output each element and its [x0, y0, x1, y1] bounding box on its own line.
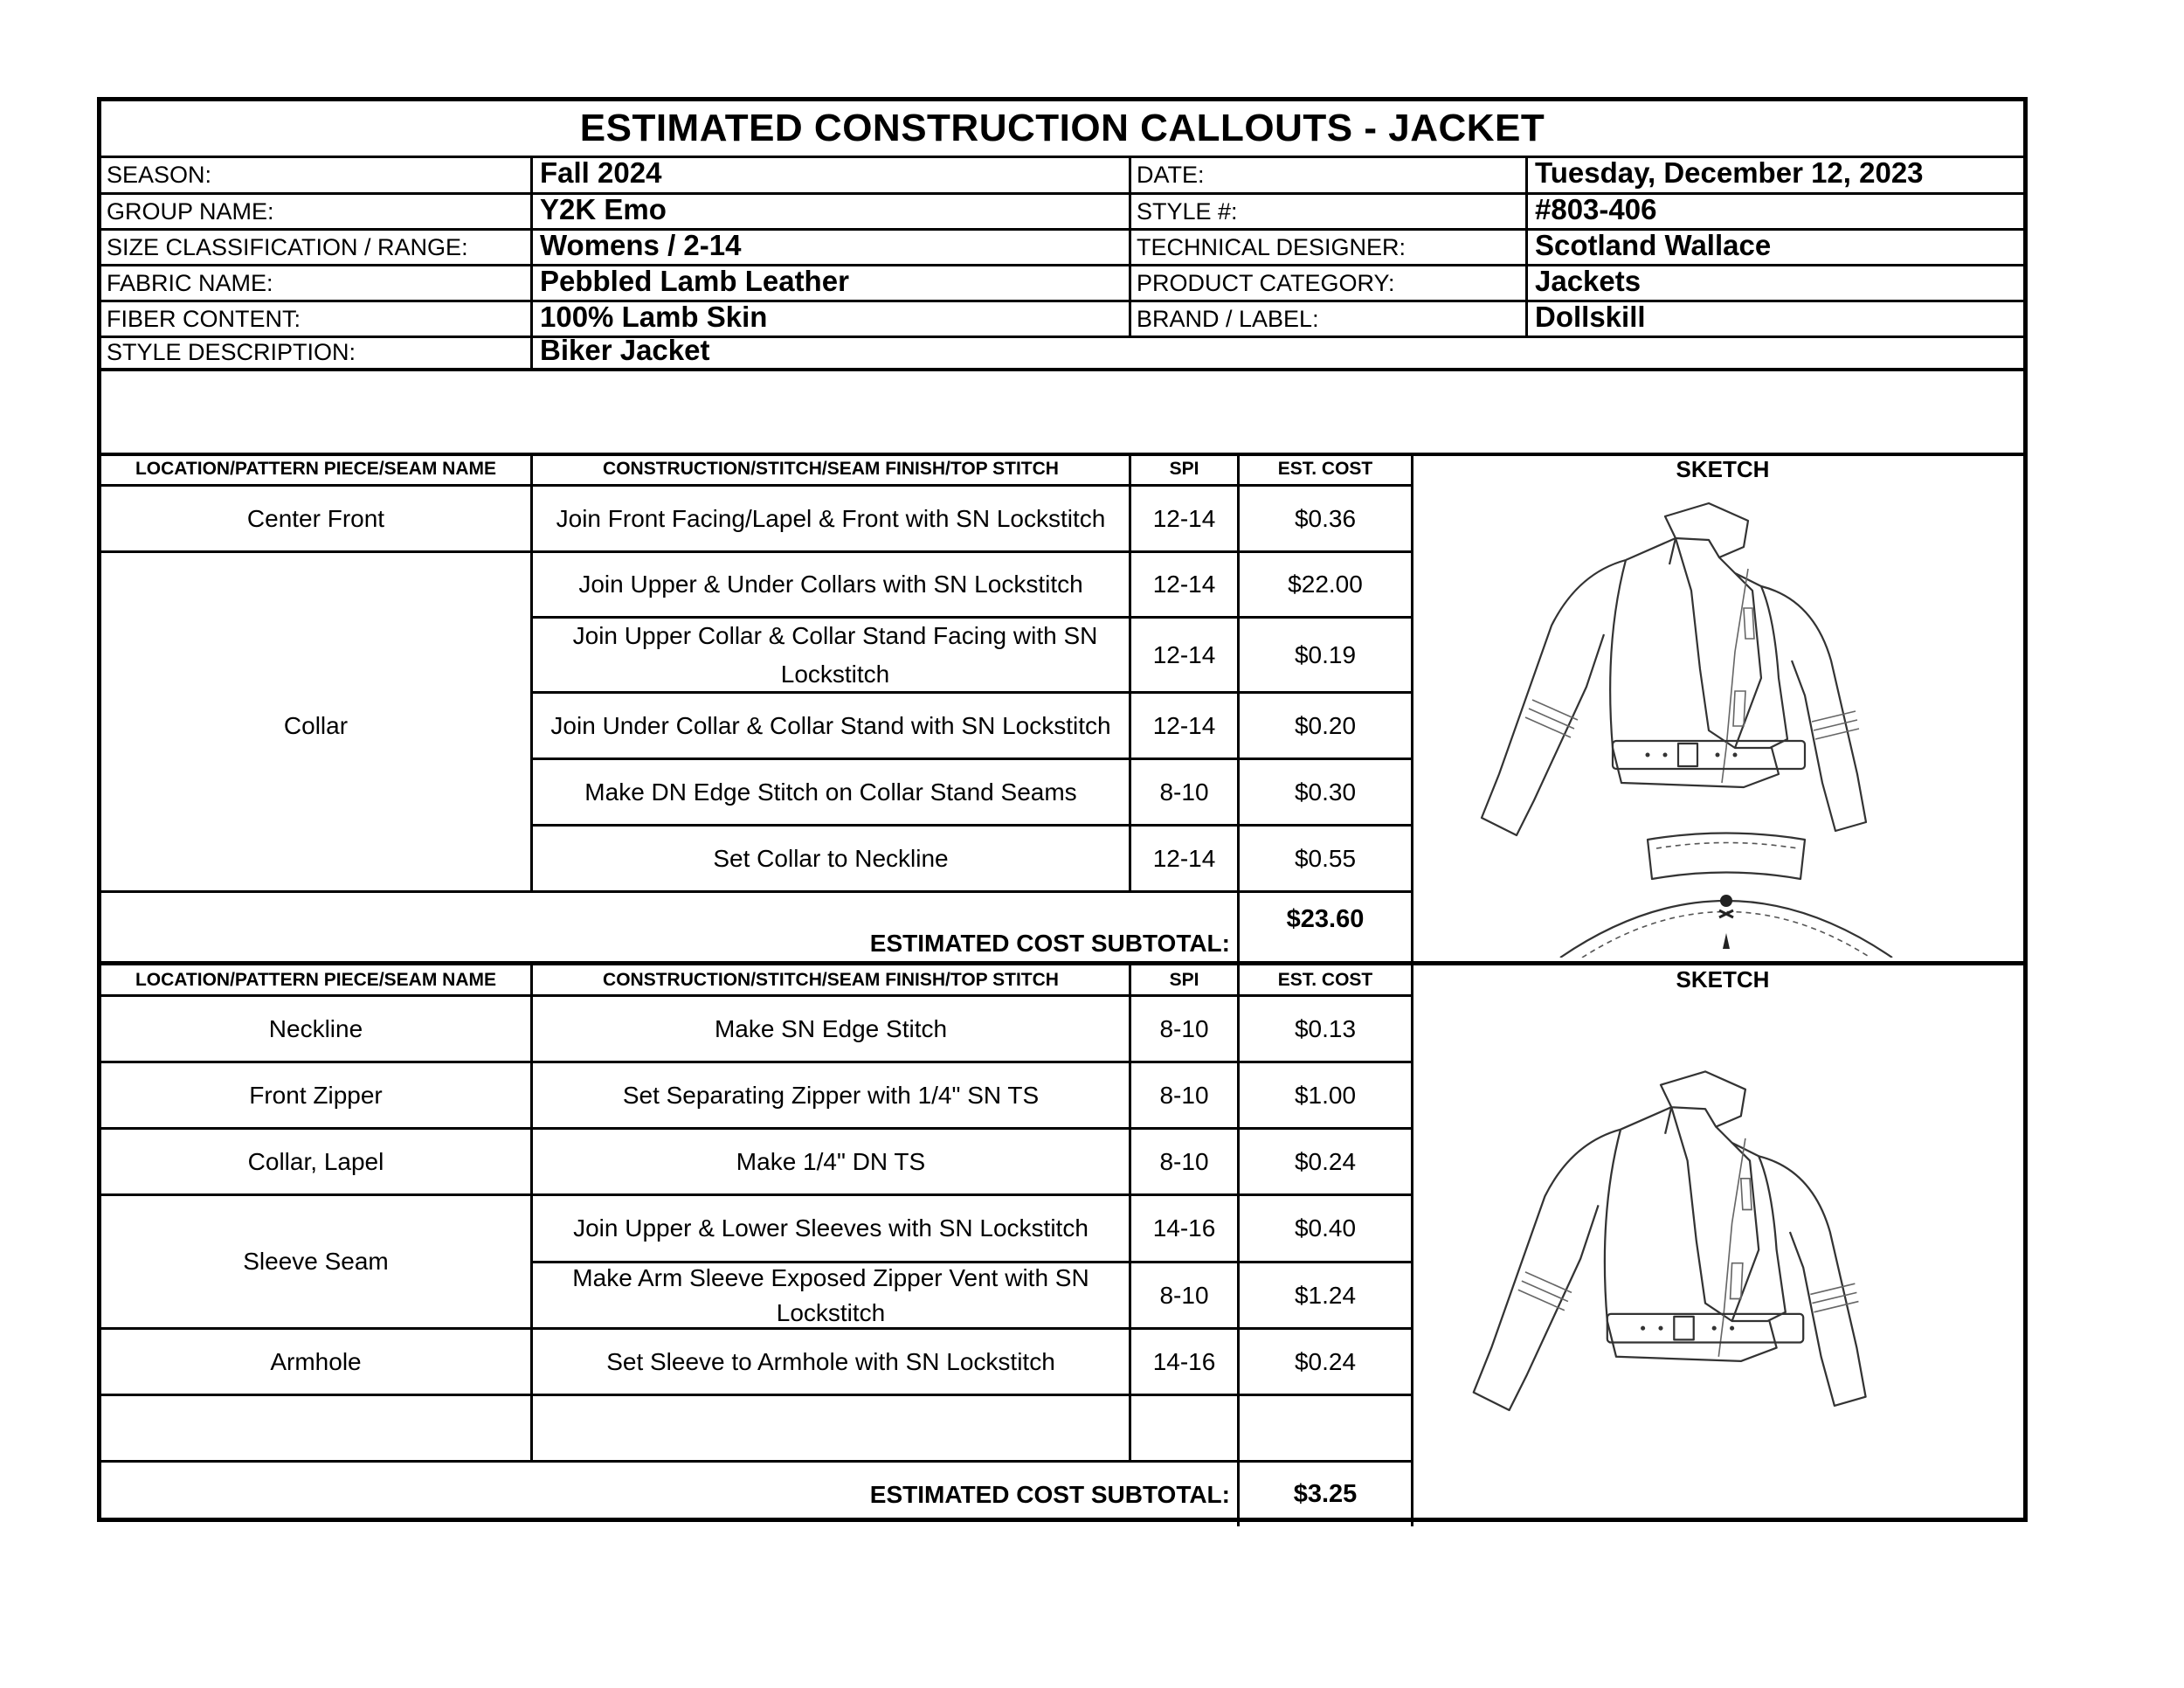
sketch-header: SKETCH	[1676, 455, 1770, 482]
table-row-cost: $0.24	[1294, 1347, 1357, 1375]
designer-label: TECHNICAL DESIGNER:	[1137, 233, 1406, 260]
subtotal-value: $3.25	[1293, 1480, 1358, 1508]
designer-value: Scotland Wallace	[1535, 229, 1772, 261]
table-row-cost: $0.13	[1294, 1014, 1357, 1042]
table-row-spi: 8-10	[1159, 1014, 1209, 1042]
table-row-spi: 12-14	[1152, 640, 1216, 668]
brand-label: BRAND / LABEL:	[1137, 305, 1319, 332]
description-value: Biker Jacket	[540, 333, 710, 366]
table-row-construction: Set Collar to Neckline	[713, 844, 949, 872]
table-row-construction: Join Upper & Under Collars with SN Lockstitch	[578, 571, 1083, 598]
fiber-value: 100% Lamb Skin	[540, 301, 768, 333]
location-header: LOCATION/PATTERN PIECE/SEAM NAME	[135, 969, 496, 990]
table-row-spi: 12-14	[1152, 844, 1216, 872]
category-label: PRODUCT CATEGORY:	[1137, 269, 1395, 296]
brand-value: Dollskill	[1535, 301, 1646, 333]
table-row-construction: Set Sleeve to Armhole with SN Lockstitch	[606, 1347, 1055, 1375]
table-row-spi: 14-16	[1152, 1347, 1216, 1375]
category-value: Jackets	[1535, 265, 1641, 297]
table-row-spi: 8-10	[1159, 1147, 1209, 1175]
sketch-header: SKETCH	[1676, 966, 1770, 993]
spi-header: SPI	[1169, 459, 1199, 479]
table-row-cost: $1.00	[1294, 1081, 1357, 1109]
table-row-cost: $22.00	[1288, 571, 1363, 598]
sheet-title: ESTIMATED CONSTRUCTION CALLOUTS - JACKET	[579, 107, 1545, 149]
table-row-construction: Make Arm Sleeve Exposed Zipper Vent with SN Lockstitch	[572, 1263, 1089, 1326]
table-row-spi: 8-10	[1159, 1281, 1209, 1309]
table-row-location: Collar	[283, 712, 349, 739]
table-row-spi: 14-16	[1152, 1214, 1216, 1242]
table-row-construction: Set Separating Zipper with 1/4" SN TS	[622, 1081, 1040, 1109]
date-label: DATE:	[1137, 161, 1205, 188]
subtotal-label: ESTIMATED COST SUBTOTAL:	[869, 930, 1230, 957]
table-row-cost: $0.19	[1294, 640, 1357, 668]
subtotal-value: $23.60	[1286, 904, 1365, 933]
group-label: GROUP NAME:	[107, 197, 274, 225]
cost-header: EST. COST	[1277, 459, 1373, 479]
location-header: LOCATION/PATTERN PIECE/SEAM NAME	[135, 459, 496, 479]
table-row-construction: Make DN Edge Stitch on Collar Stand Seams	[584, 778, 1077, 806]
season-label: SEASON:	[107, 161, 212, 188]
date-value: Tuesday, December 12, 2023	[1535, 156, 1924, 189]
table-row-location: Armhole	[270, 1347, 362, 1375]
table-row-spi: 12-14	[1152, 504, 1216, 532]
group-value: Y2K Emo	[540, 193, 667, 225]
callout-sheet	[97, 97, 2028, 1522]
season-value: Fall 2024	[540, 156, 662, 189]
table-row-cost: $1.24	[1294, 1281, 1357, 1309]
size-value: Womens / 2-14	[540, 229, 742, 261]
fiber-label: FIBER CONTENT:	[107, 305, 301, 332]
table-row-construction: Make SN Edge Stitch	[714, 1014, 948, 1042]
table-row-cost: $0.20	[1294, 711, 1357, 739]
fabric-label: FABRIC NAME:	[107, 269, 273, 296]
jacket-front-sketch	[1420, 486, 2023, 958]
table-row-location: Collar, Lapel	[247, 1147, 384, 1175]
table-row-cost: $0.36	[1294, 504, 1357, 532]
table-row-cost: $0.55	[1294, 844, 1357, 872]
table-row-spi: 8-10	[1159, 778, 1209, 806]
subtotal-label: ESTIMATED COST SUBTOTAL:	[869, 1480, 1230, 1508]
cost-header: EST. COST	[1277, 969, 1373, 990]
table-row-spi: 12-14	[1152, 711, 1216, 739]
table-row-cost: $0.24	[1294, 1147, 1357, 1175]
style-number-label: STYLE #:	[1137, 197, 1238, 225]
construction-header: CONSTRUCTION/STITCH/SEAM FINISH/TOP STITCH	[603, 459, 1059, 479]
construction-header: CONSTRUCTION/STITCH/SEAM FINISH/TOP STITCH	[603, 969, 1059, 990]
size-label: SIZE CLASSIFICATION / RANGE:	[107, 233, 468, 260]
description-label: STYLE DESCRIPTION:	[107, 339, 356, 365]
table-row-construction: Join Upper Collar & Collar Stand Facing with SN Lockstitch	[572, 621, 1098, 688]
table-row-location: Front Zipper	[249, 1081, 383, 1109]
spi-header: SPI	[1169, 969, 1199, 990]
table-row-cost: $0.40	[1294, 1214, 1357, 1242]
table-row-location: Center Front	[246, 504, 385, 532]
table-row-spi: 8-10	[1159, 1081, 1209, 1109]
table-row-spi: 12-14	[1152, 571, 1216, 598]
table-row-cost: $0.30	[1294, 778, 1357, 806]
table-row-construction: Make 1/4" DN TS	[736, 1147, 926, 1175]
table-row-construction: Join Upper & Lower Sleeves with SN Lockstitch	[573, 1214, 1089, 1242]
table-row-location: Neckline	[268, 1014, 363, 1042]
table-row-location: Sleeve Seam	[243, 1248, 389, 1275]
table-row-construction: Join Front Facing/Lapel & Front with SN Lockstitch	[556, 504, 1106, 532]
table-row-construction: Join Under Collar & Collar Stand with SN Lockstitch	[550, 711, 1111, 739]
jacket-front-sketch	[1420, 1001, 2023, 1508]
style-number-value: #803-406	[1535, 193, 1657, 225]
fabric-value: Pebbled Lamb Leather	[540, 265, 849, 297]
